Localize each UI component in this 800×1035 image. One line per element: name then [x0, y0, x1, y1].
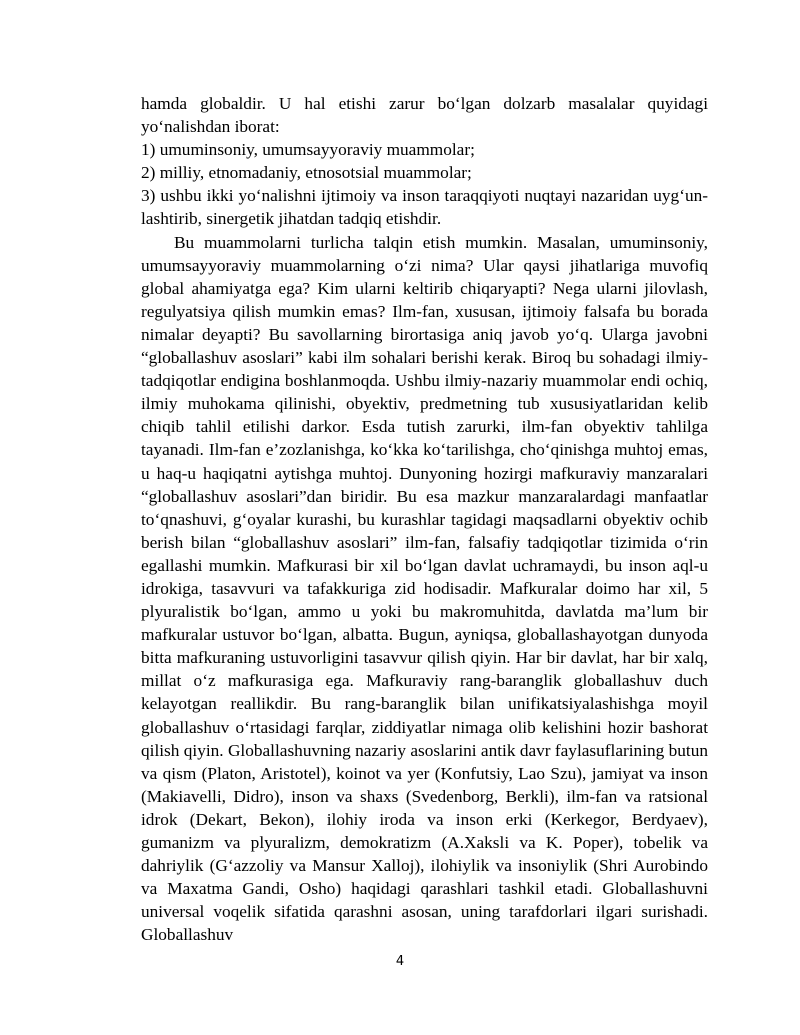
list-item-3: 3) ushbu ikki yo‘nalishni ijtimoiy va inson taraqqiyoti nuqtayi nazaridan uyg‘un- lashtirib, sinergetik jihatdan tadqiq etishdir.	[141, 186, 708, 229]
intro-paragraph: hamda globaldir. U hal etishi zarur bo‘lgan dolzarb masalalar quyidagi yo‘nalishdan iborat:	[141, 94, 708, 137]
list-item-2: 2) milliy, etnomadaniy, etnosotsial muammolar;	[141, 163, 472, 183]
document-body	[141, 92, 708, 946]
list-item-1: 1) umuminsoniy, umumsayyoraviy muammolar;	[141, 140, 475, 160]
main-paragraph: Bu muammolarni turlicha talqin etish mumkin. Masalan, umuminsoniy, umumsayyoraviy muammolarning o‘zi nima? Ular qaysi jihatlariga muvofiq global ahamiyatga ega? Kim ularni keltirib chiqaryapti? Nega ularni jilovlash, regulyatsiya qilish mumkin emas? Ilm-fan, xususan, ijtimoiy falsafa bu borada nimalar deyapti? Bu savollarning birortasiga aniq javob yo‘q. Ularga javobni “globallashuv asoslari” kabi ilm sohalari berishi kerak. Biroq bu sohadagi ilmiy-tadqiqotlar endigina boshlanmoqda. Ushbu ilmiy-nazariy muammolar endi ochiq, ilmiy muhokama qilinishi, obyektiv, predmetning tub xususiyatlaridan kelib chiqib tahlil etilishi darkor. Esda tutish zarurki, ilm-fan obyektiv tahlilga tayanadi. Ilm-fan e’zozlanishga, ko‘kka ko‘tarilishga, cho‘qinishga muhtoj emas, u haq-u haqiqatni aytishga muhtoj. Dunyoning hozirgi mafkuraviy manzaralari “globallashuv asoslari”dan biridir. Bu esa mazkur manzaralardagi manfaatlar to‘qnashuvi, g‘oyalar kurashi, bu kurashlar tagidagi maqsadlarni obyektiv ochib berish bilan “globallashuv asoslari” ilm-fan, falsafiy tadqiqotlar tizimida o‘rin egallashi mumkin. Mafkurasi bir xil bo‘lgan davlat uchramaydi, bu inson aql-u idrokiga, tasavvuri va tafakkuriga zid hodisadir. Mafkuralar doimo har xil, 5 plyuralistik bo‘lgan, ammo u yoki bu makromuhitda, davlatda ma’lum bir mafkuralar ustuvor bo‘lgan, albatta. Bugun, ayniqsa, globallashayotgan dunyoda bitta mafkuraning ustuvorligini tasavvur qilish qiyin. Har bir davlat, har bir xalq, millat o‘z mafkurasiga ega. Mafkuraviy rang-baranglik globallashuv duch kelayotgan reallikdir. Bu rang-baranglik bilan unifikatsiyalashishga moyil globallashuv o‘rtasidagi farqlar, ziddiyatlar nimaga olib kelishini hozir bashorat qilish qiyin. Globallashuvning nazariy asoslarini antik davr faylasuflarining butun va qism (Platon, Aristotel), koinot va yer (Konfutsiy, Lao Szu), jamiyat va inson (Makiavelli, Didro), inson va shaxs (Svedenborg, Berkli), ilm-fan va ratsional idrok (Dekart, Bekon), ilohiy iroda va inson erki (Kerkegor, Berdyaev), gumanizm va plyuralizm, demokratizm (A.Xaksli va K. Poper), tobelik va dahriylik (G‘azzoliy va Mansur Xalloj), ilohiylik va insoniylik (Shri Aurobindo va Maxatma Gandi, Osho) haqidagi qarashlari tashkil etadi. Globallashuvni universal voqelik sifatida qarashni asosan, uning tarafdorlari ilgari surishadi. Globallashuv	[141, 232, 708, 945]
page-number: 4	[395, 954, 405, 969]
